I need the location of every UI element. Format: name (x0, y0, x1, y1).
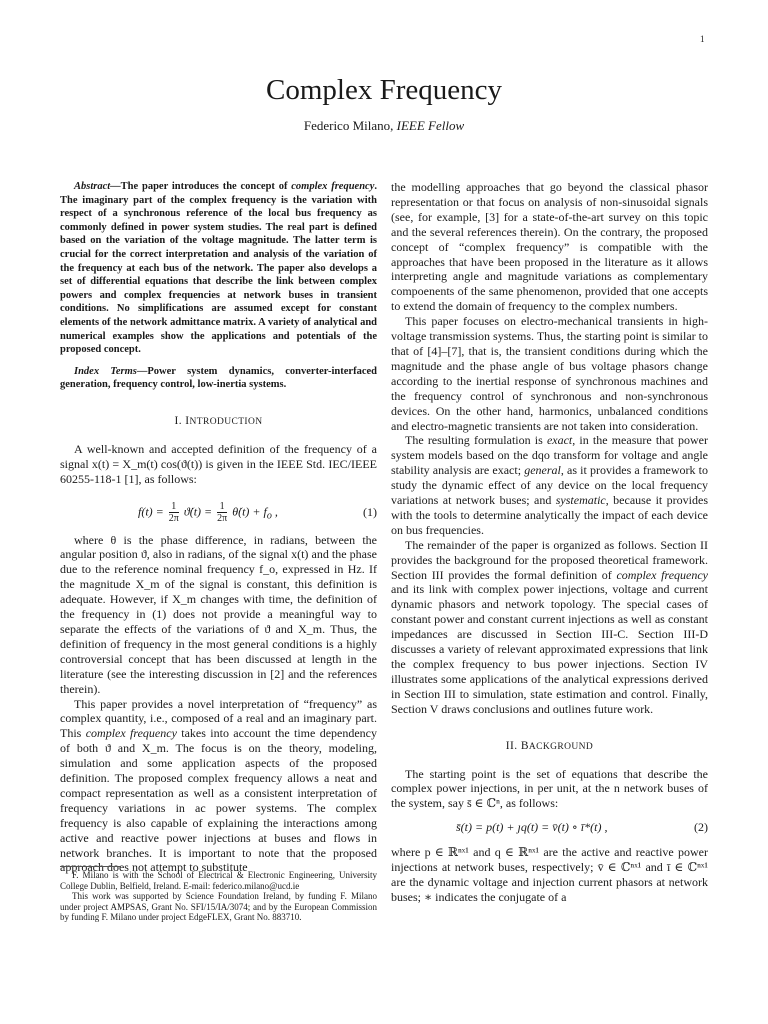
rp3-em2: general (524, 463, 561, 478)
right-paragraph-6: where p ∈ ℝⁿˣ¹ and q ∈ ℝⁿˣ¹ are the active and reactive power injections at network buses, respectively; v̄ ∈ ℂⁿˣ¹ and ī ∈ ℂⁿˣ¹ are the dynamic voltage and injection current phasors at network buses; ∗ indicates the conjugate of a (391, 845, 708, 904)
eq1-frac-a (169, 501, 179, 524)
author-title: IEEE Fellow (396, 118, 465, 133)
equation-1 (60, 493, 377, 529)
rp3-em3: systematic (555, 493, 606, 508)
eq1-lhs: f(t) = (138, 503, 167, 518)
rp3-d: , because it provides with the tools to determine analytically the impact of each device on bus frequencies. (391, 493, 708, 537)
intro-paragraph-2: where θ is the phase difference, in radians, between the angular position ϑ, also in radians, of the signal x(t) and the phase due to the reference nominal frequency f_o, expressed in Hz. If the magnitude X_m of the signal is constant, this definition is adequate. However, if X_m changes with time, the definition of the frequency in (1) does not provide a meaningful way to separate the effects of the variations of ϑ and X_m. Thus, the definition of frequency in the most general conditions is a highly controversial concept that has been discussed at length in the literature (see the interesting discussion in [2] and the references therein). (60, 532, 377, 696)
page-number: 1 (700, 34, 705, 44)
rp4-b: and its link with complex power injections, voltage and current dynamic phasors and network topology. The special cases of constant power and constant current injections as well as constant impedances are discussed in Section III-C. Section III-D discusses a variety of relevant approximated expressions that link the complex frequency to bus power injections. Section IV illustrates some applications of the analytical expressions derived in Section III to simulation, state estimation and control. Finally, Section V draws conclusions and outlines future work. (391, 582, 708, 716)
intro-p3-b: takes into account the time dependency of both ϑ and X_m. The focus is on the theory, modeling, simulation and some application aspects of the proposed definition. The proposed complex frequency allows a neat and compact representation as well as a consistent interpretation of frequency variations in ac power systems. The complex frequency is also capable of explaining the interactions among active and reactive power injections at buses and flows in network branches. It is important to note that the proposed approach does not attempt to substitute (60, 726, 377, 875)
left-column (60, 180, 377, 875)
intro-p3-em: complex frequency (85, 726, 177, 741)
authors-line (0, 118, 768, 134)
eq1-frac-b-num: 1 (217, 501, 227, 513)
footnote-funding: This work was supported by Science Foundation Ireland, by funding F. Milano under project AMPSAS, Grant No. SFI/15/IA/3074; and by the European Commission by funding F. Milano under project EdgeFLEX, Grant No. 883710. (60, 891, 377, 922)
right-paragraph-3 (391, 433, 708, 537)
abstract-dash: — (110, 181, 121, 192)
footnote (60, 870, 377, 923)
right-paragraph-5: The starting point is the set of equations that describe the complex power injections, in per unit, at the n network buses of the system, say s̄ ∈ ℂⁿ, as follows: (391, 766, 708, 811)
rp3-c: , as it provides a framework to study the dynamic effect of any device on the local frequency variations at network buses; and (391, 463, 709, 508)
eq1-term2: θ̇(t) + f (229, 503, 267, 518)
author-name: Federico Milano, (303, 118, 394, 133)
rp4-a: The remainder of the paper is organized as follows. Section II provides the background for the proposed theoretical framework. Section III provides the formal definition of (391, 537, 708, 582)
eq1-frac-b (217, 501, 227, 524)
abstract-text-a: The paper introduces the concept of (120, 181, 292, 192)
right-paragraph-4 (391, 538, 708, 717)
paper-title: Complex Frequency (266, 74, 502, 106)
eq1-term1: ϑ̇(t) = (180, 503, 216, 518)
intro-paragraph-3 (60, 697, 377, 876)
abstract-text-b: . The imaginary part of the complex frequency is the variation with respect of a synchronous reference of the local bus frequency as commonly defined in power system studies. The real part is defined based on the variation of the voltage magnitude. The latter term is crucial for the correct interpretation and analysis of the variation of the frequency at each bus of the network. The paper also develops a set of differential equations that describe the link between complex powers and complex frequencies at network buses in transient conditions. No simplifications are assumed except for constant elements of the network admittance matrix. A variety of analytical and numerical examples show the applications and potentials of the proposed concept. (60, 181, 378, 356)
equation-2-body: s̄(t) = p(t) + ȷq(t) = v̄(t) ∘ ī*(t) , (456, 820, 608, 835)
abstract (60, 180, 377, 357)
rp4-em: complex frequency (616, 567, 709, 582)
equation-2-number: (2) (694, 820, 708, 835)
intro-p3-a: This paper provides a novel interpretation of “frequency” as complex quantity, i.e., composed of a real and an imaginary part. This (60, 696, 377, 741)
abstract-lead: Abstract (74, 181, 111, 192)
abstract-text-em: complex frequency (291, 181, 375, 192)
section-rest: NTRODUCTION (189, 416, 263, 427)
section2-number: II. (505, 739, 521, 752)
footnote-affiliation: F. Milano is with the School of Electrical & Electronic Engineering, University College Dublin, Belfield, Ireland. E-mail: federico.milano@ucd.ie (60, 870, 377, 891)
rp3-b: , in the measure that power system models based on the dqo transform for voltage and angle stability analysis are exact; (391, 433, 708, 478)
index-terms (60, 365, 377, 392)
section-number: I. (174, 414, 186, 427)
eq1-frac-a-den: 2π (168, 512, 179, 524)
section2-rest: ACKGROUND (528, 741, 594, 752)
eq1-frac-a-num: 1 (169, 501, 179, 513)
right-column (391, 180, 708, 905)
equation-1-number: (1) (363, 504, 377, 519)
section-heading-background (391, 739, 708, 755)
section-heading-introduction (60, 414, 377, 430)
index-terms-text: Power system dynamics, converter-interfaced generation, frequency control, low-inertia systems. (60, 365, 377, 391)
section2-cap: B (520, 739, 529, 752)
index-terms-dash: — (136, 365, 148, 377)
rp3-em1: exact (546, 433, 573, 448)
right-paragraph-2: This paper focuses on electro-mechanical transients in high-voltage transmission systems. Thus, the starting point is similar to that of [4]–[7], that is, the transient conditions during which the magnitude and the phase angle of bus voltage phasors change according to the inertial response of synchronous machines and the frequency control of synchronous and non-synchronous devices. On the other hand, harmonics, unbalanced conditions and electro-magnetic transients are not taken into consideration. (391, 314, 708, 433)
intro-paragraph-1: A well-known and accepted definition of the frequency of a signal x(t) = X_m(t) cos(ϑ(t)) is given in the IEEE Std. IEC/IEEE 60255-118-1 [1], as follows: (60, 441, 377, 486)
eq1-frac-b-den: 2π (217, 512, 228, 524)
section-cap: I (185, 414, 190, 427)
equation-2 (391, 817, 708, 839)
eq1-end: , (271, 503, 278, 518)
eq1-sub: o (266, 510, 272, 522)
index-terms-lead: Index Terms (74, 365, 137, 377)
right-paragraph-1: the modelling approaches that go beyond the classical phasor representation or that focus on analysis of non-sinusoidal signals (see, for example, [3] for a state-of-the-art survey on this topic and the several references therein). On the contrary, the proposed concept of “complex frequency” is compatible with the approaches that have been proposed in the literature as it allows interpreting angle and magnitude variations as complementary compoenents of the same phenomenon, provided that one accepts to extend the domain of frequency to the complex numbers. (391, 180, 708, 314)
footnote-rule (60, 866, 120, 867)
rp3-a: The resulting formulation is (405, 433, 547, 448)
